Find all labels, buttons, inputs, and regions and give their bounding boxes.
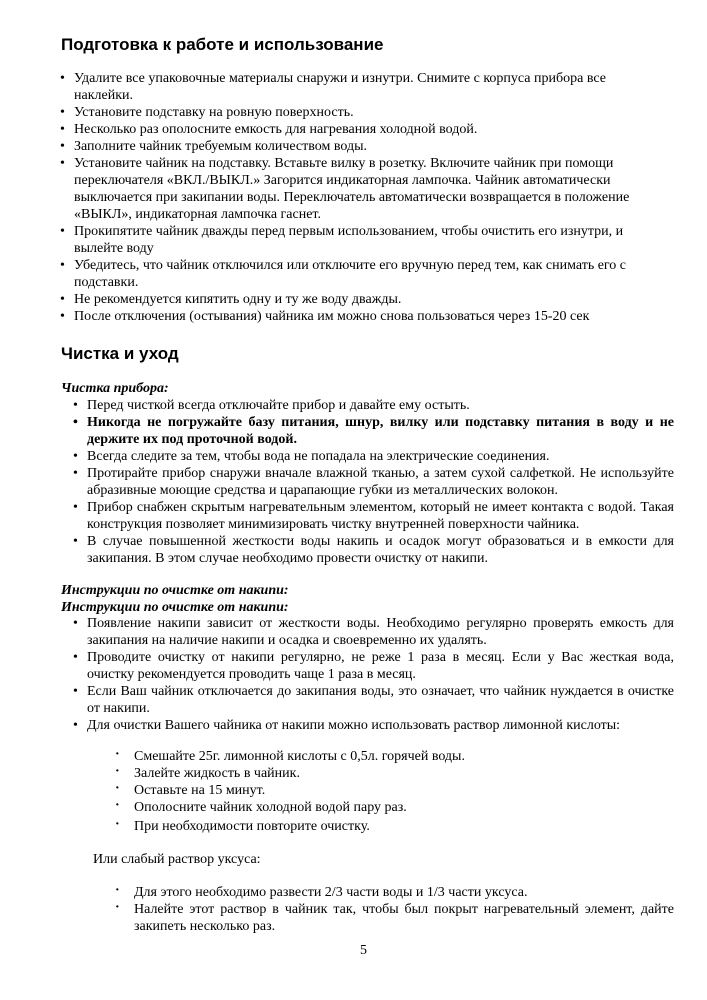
list-item: • Не рекомендуется кипятить одну и ту же воду дважды. [61, 291, 661, 308]
list-item: • После отключения (остывания) чайника им можно снова пользоваться через 15-20 сек [61, 308, 661, 325]
list-item: • Появление накипи зависит от жесткости воды. Необходимо регулярно проверять емкость для закипания на наличие накипи и осадка и своевременно их удалять. [74, 615, 674, 649]
step-item: · При необходимости повторите очистку. [114, 818, 674, 835]
list-item: • Протирайте прибор снаружи вначале влажной тканью, а затем сухой салфеткой. Не используйте абразивные моющие средства и царапающие губки из металлических волокон. [74, 465, 674, 499]
list-item: • Проводите очистку от накипи регулярно, не реже 1 раза в месяц. Если у Вас жесткая вода, очистку рекомендуется проводить чаще 1 раза в месяц. [74, 649, 674, 683]
list-item: • Для очистки Вашего чайника от накипи можно использовать раствор лимонной кислоты: [74, 717, 674, 734]
list-item: • В случае повышенной жесткости воды накипь и осадок могут образоваться и в емкости для закипания. В этом случае необходимо провести очистку от накипи. [74, 533, 674, 567]
subheading-device-cleaning: Чистка прибора: [61, 381, 169, 396]
citric-acid-steps [114, 748, 674, 835]
list-item: • Прокипятите чайник дважды перед первым использованием, чтобы очистить его изнутри, и вылейте воду [61, 223, 661, 257]
list-item: • Установите подставку на ровную поверхность. [61, 104, 661, 121]
list-item: • Всегда следите за тем, чтобы вода не попадала на электрические соединения. [74, 448, 674, 465]
preparation-list [61, 70, 661, 325]
step-item: · Залейте жидкость в чайник. [114, 765, 674, 782]
list-item: • Прибор снабжен скрытым нагревательным элементом, который не имеет контакта с водой. Такая конструкция позволяет минимизировать чистку внутренней поверхности чайника. [74, 499, 674, 533]
list-item: • Установите чайник на подставку. Вставьте вилку в розетку. Включите чайник при помощи переключателя «ВКЛ./ВЫКЛ.» Загорится индикаторная лампочка. Чайник автоматически выключается при закипании воды. Переключатель автоматически возвращается в положение «ВЫКЛ», индикаторная лампочка гаснет. [61, 155, 661, 223]
step-item: · Для этого необходимо развести 2/3 части воды и 1/3 части уксуса. [114, 884, 674, 901]
subheading-descaling-repeat: Инструкции по очистке от накипи: [61, 600, 289, 615]
list-item: • Удалите все упаковочные материалы снаружи и изнутри. Снимите с корпуса прибора все наклейки. [61, 70, 661, 104]
vinegar-steps [114, 884, 674, 935]
vinegar-intro: Или слабый раствор уксуса: [93, 852, 261, 867]
cleaning-list [74, 397, 674, 567]
subheading-descaling: Инструкции по очистке от накипи: [61, 583, 289, 598]
step-item: · Налейте этот раствор в чайник так, чтобы был покрыт нагревательный элемент, дайте закипеть несколько раз. [114, 901, 674, 935]
list-item: • Если Ваш чайник отключается до закипания воды, это означает, что чайник нуждается в очистке от накипи. [74, 683, 674, 717]
list-item: • Перед чисткой всегда отключайте прибор и давайте ему остыть. [74, 397, 674, 414]
section-title-preparation: Подготовка к работе и использование [61, 35, 384, 54]
list-item: • Заполните чайник требуемым количеством воды. [61, 138, 661, 155]
list-item-warning: • Никогда не погружайте базу питания, шнур, вилку или подставку питания в воду и не держите их под проточной водой. [74, 414, 674, 448]
list-item: • Несколько раз ополосните емкость для нагревания холодной водой. [61, 121, 661, 138]
step-item: · Ополосните чайник холодной водой пару раз. [114, 799, 674, 816]
page-number: 5 [360, 943, 367, 958]
list-item: • Убедитесь, что чайник отключился или отключите его вручную перед тем, как снимать его с подставки. [61, 257, 661, 291]
section-title-cleaning: Чистка и уход [61, 344, 179, 363]
step-item: · Смешайте 25г. лимонной кислоты с 0,5л. горячей воды. [114, 748, 674, 765]
step-item: · Оставьте на 15 минут. [114, 782, 674, 799]
descaling-list [74, 615, 674, 734]
